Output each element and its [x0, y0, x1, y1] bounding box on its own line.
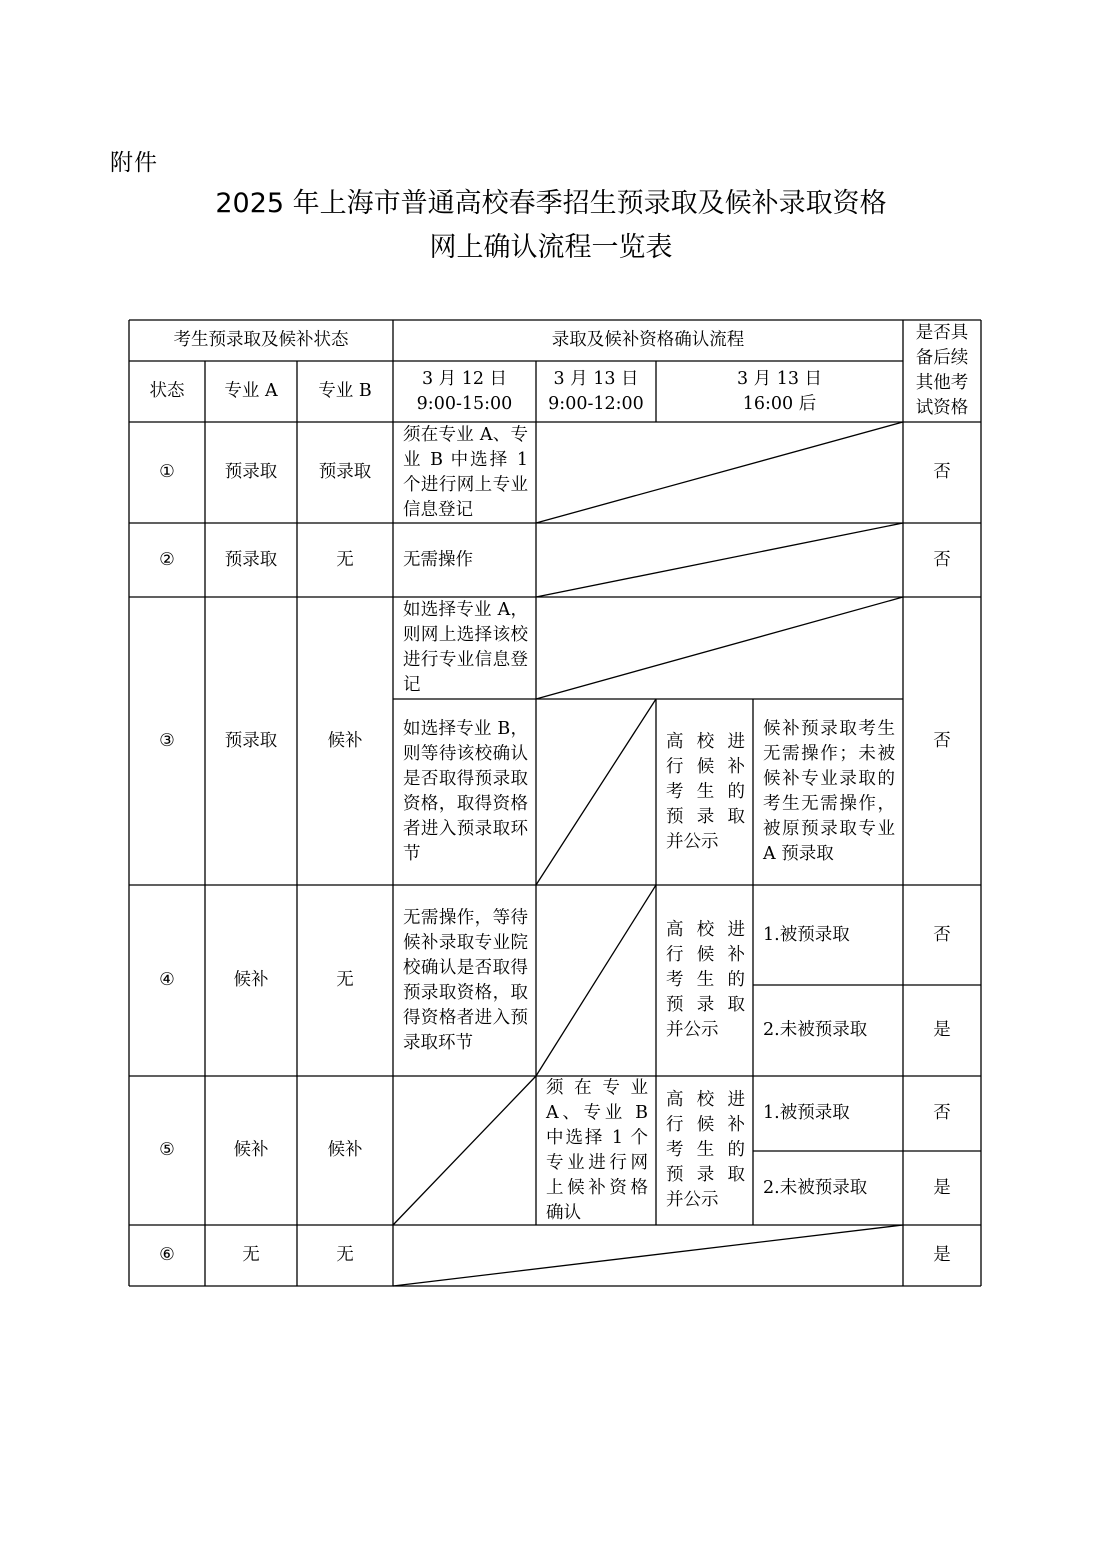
header-date-3: [656, 361, 903, 422]
step-text: 候补预录取考生无需操作；未被候补专业录取的考生无需操作，被原预录取专业 A 预录取: [763, 719, 895, 864]
step-text: 如选择专业 A，则网上选择该校进行专业信息登记: [403, 600, 528, 695]
header-eligibility: 是否具备后续其他考试资格: [915, 323, 969, 418]
row-1-major-a: 预录取: [224, 462, 278, 482]
row-5-state: ⑤: [159, 1140, 175, 1160]
attachment-label: 附件: [110, 150, 158, 176]
row-4-state: ④: [159, 970, 175, 990]
diagonal-slash: [536, 523, 903, 597]
row-4-result-1: 1.被预录取: [763, 924, 850, 945]
row-1-step-1: [393, 422, 536, 523]
row-4-result-2: 2.未被预录取: [763, 1020, 868, 1040]
step-text: 高 校 进 行 候 补 考 生 的 预 录 取 并公示: [666, 1090, 745, 1210]
row-4-step-1: [393, 885, 536, 1076]
step-text: 高 校 进 行 候 补 考 生 的 预 录 取 并公示: [666, 731, 745, 852]
row-2-major-a: 预录取: [224, 549, 278, 570]
row-5-major-b: 候补: [327, 1140, 363, 1160]
row-3-step-1-option-a: [393, 597, 536, 699]
row-5-eligibility-2: 是: [933, 1177, 951, 1198]
row-5-major-a: 候补: [233, 1140, 269, 1160]
document-title: [0, 182, 1102, 270]
header-col-status: 状态: [149, 381, 185, 401]
row-3-state: ③: [159, 730, 175, 751]
time-label: 9:00-15:00: [416, 393, 513, 414]
row-5-result-2: 2.未被预录取: [763, 1177, 868, 1198]
diagonal-slash: [393, 1076, 536, 1225]
diagonal-slash: [536, 597, 903, 699]
row-2-major-b: 无: [336, 549, 354, 570]
step-text: 须在专业 A、专业 B 中选择 1 个专业进行网上候补资格确认: [546, 1077, 648, 1223]
diagonal-slash: [536, 885, 656, 1076]
diagonal-slash: [536, 699, 656, 885]
diagonal-slash: [393, 1225, 903, 1286]
step-text: 高 校 进 行 候 补 考 生 的 预 录 取 并公示: [666, 920, 745, 1040]
row-1-state: ①: [159, 462, 175, 482]
step-text: 如选择专业 B，则等待该校确认是否取得预录取资格，取得资格者进入预录取环节: [403, 719, 528, 864]
header-status-group: 考生预录取及候补状态: [173, 330, 349, 350]
row-3-major-a: 预录取: [224, 730, 278, 751]
time-label: 9:00-12:00: [548, 393, 644, 414]
row-4-eligibility-2: 是: [933, 1020, 951, 1040]
row-3-eligibility: 否: [933, 730, 951, 751]
row-2-eligibility: 否: [933, 549, 951, 570]
row-6-major-a: 无: [242, 1245, 260, 1265]
header-col-major-b: 专业 B: [318, 381, 372, 401]
row-6-state: ⑥: [159, 1245, 175, 1265]
row-1-major-b: 预录取: [318, 462, 372, 482]
row-4-major-a: 候补: [233, 970, 269, 990]
row-5-step-2: [536, 1076, 656, 1225]
row-6-major-b: 无: [336, 1245, 354, 1265]
header-col-major-a: 专业 A: [224, 381, 278, 401]
diagonal-slash: [536, 422, 903, 523]
row-2-state: ②: [159, 549, 175, 570]
step-text: 无需操作，等待候补录取专业院校确认是否取得预录取资格，取得资格者进入预录取环节: [403, 907, 528, 1053]
row-5-result-1: 1.被预录取: [763, 1103, 850, 1123]
row-4-step-3: [656, 885, 753, 1076]
row-4-major-b: 无: [336, 970, 354, 990]
row-5-step-3: [656, 1076, 753, 1225]
row-5-eligibility-1: 否: [933, 1103, 951, 1123]
header-process-group: 录取及候补资格确认流程: [551, 330, 745, 350]
row-3-step-3: [656, 699, 753, 885]
row-3-major-b: 候补: [327, 730, 363, 751]
time-label: 16:00 后: [742, 393, 817, 414]
header-date-1: [393, 361, 536, 422]
title-line-1: 2025 年上海市普通高校春季招生预录取及候补录取资格: [215, 188, 887, 219]
title-line-2: 网上确认流程一览表: [429, 232, 673, 263]
row-1-eligibility: 否: [933, 462, 951, 482]
row-3-step-1-option-b: [393, 699, 536, 885]
header-date-2: [536, 361, 656, 422]
row-2-step-1: 无需操作: [403, 549, 473, 570]
row-6-eligibility: 是: [933, 1245, 951, 1265]
row-4-eligibility-1: 否: [933, 924, 951, 945]
row-3-step-4: [753, 699, 903, 885]
date-label: 3 月 13 日: [553, 368, 639, 389]
date-label: 3 月 13 日: [736, 368, 823, 389]
date-label: 3 月 12 日: [421, 368, 508, 389]
step-text: 须在专业 A、专业 B 中选择 1 个进行网上专业信息登记: [403, 424, 528, 520]
